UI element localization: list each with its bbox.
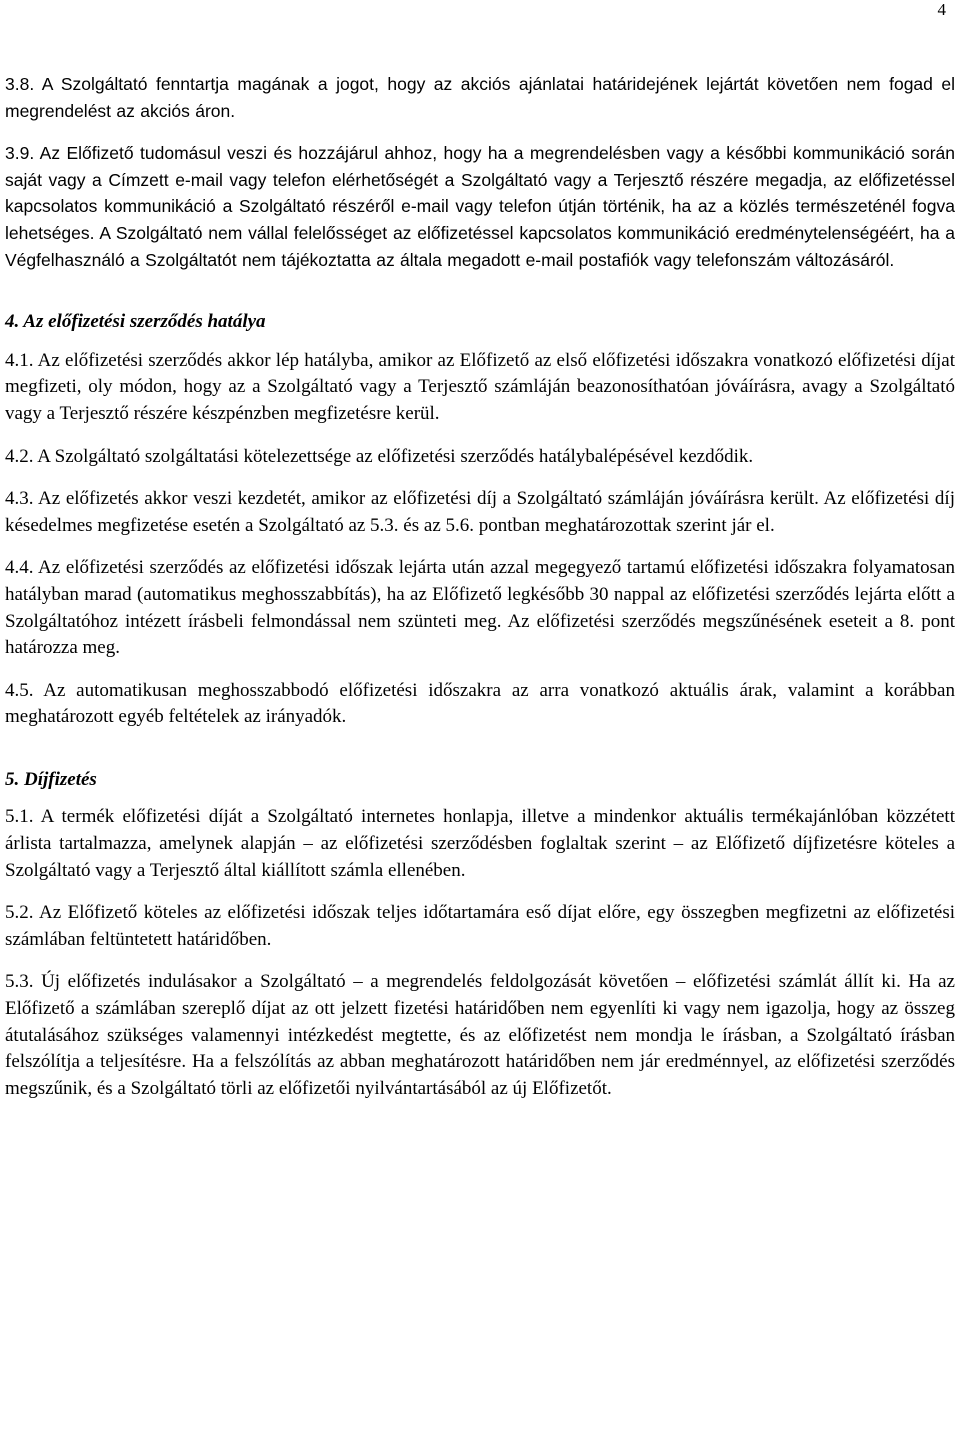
paragraph-5-1: 5.1. A termék előfizetési díját a Szolgáltató internetes honlapja, illetve a mindenkor aktuális termékajánlóban közzétett árlista tartalmazza, amelynek alapján – az előfizetési szerződésben foglaltak szerint – az Előfizető díjfizetésre köteles a Szolgáltató vagy a Terjesztő által kiállított számla ellenében. [5,806,955,881]
paragraph-4-1: 4.1. Az előfizetési szerződés akkor lép hatályba, amikor az Előfizető az első előfizetési időszakra vonatkozó előfizetési díjat megfizeti, oly módon, hogy az a Szolgáltató vagy a Terjesztő számláján beazonosíthatóan jóváírásra, avagy a Szolgáltató vagy a Terjesztő részére készpénzben megfizetésre kerül. [5,349,955,424]
paragraph-5-2: 5.2. Az Előfizető köteles az előfizetési időszak teljes időtartamára eső díjat előre, egy összegben megfizetni az előfizetési számlában feltüntetett határidőben. [5,902,955,950]
paragraph-3-8: 3.8. A Szolgáltató fenntartja magának a jogot, hogy az akciós ajánlatai határidejének lejártát követően nem fogad el megrendelést az akciós áron. [5,74,955,121]
paragraph-4-2: 4.2. A Szolgáltató szolgáltatási kötelezettsége az előfizetési szerződés hatálybalépésével kezdődik. [5,445,754,467]
paragraph-4-5: 4.5. Az automatikusan meghosszabbodó előfizetési időszakra az arra vonatkozó aktuális árak, valamint a korábban meghatározott egyéb feltételek az irányadók. [5,679,955,728]
paragraph-4-4: 4.4. Az előfizetési szerződés az előfizetési időszak lejárta után azzal megegyező tartamú előfizetési időszakra folyamatosan hatályban marad (automatikus meghosszabbítás), ha az Előfizető legkésőbb 30 nappal az előfizetési szerződés lejárta előtt a Szolgáltatóhoz intézett írásbeli felmondással nem szünteti meg. Az előfizetési szerződés megszűnésének eseteit a 8. pont határozza meg. [5,557,955,659]
section-4-heading: 4. Az előfizetési szerződés hatálya [5,311,266,333]
paragraph-3-9: 3.9. Az Előfizető tudomásul veszi és hozzájárul ahhoz, hogy ha a megrendelésben vagy a későbbi kommunikáció során saját vagy a Címzett e-mail vagy telefon elérhetőségét a Szolgáltató vagy a Terjesztő részére megadja, az előfizetéssel kapcsolatos kommunikáció a Szolgáltató részéről e-mail vagy telefon útján történik, ha az a közlés természeténél fogva lehetséges. A Szolgáltató nem vállal felelősséget az előfizetéssel kapcsolatos kommunikáció eredménytelenségéért, ha a Végfelhasználó a Szolgáltatót nem tájékoztatta az általa megadott e-mail postafiók vagy telefonszám változásáról. [5,143,955,270]
document-body [5,71,955,1108]
page-number: 4 [937,0,946,19]
paragraph-4-3: 4.3. Az előfizetés akkor veszi kezdetét, amikor az előfizetési díj a Szolgáltató számláján jóváírásra került. Az előfizetési díj késedelmes megfizetése esetén a Szolgáltató az 5.3. és az 5.6. pontban meghatározottak szerint jár el. [5,488,955,536]
paragraph-5-3: 5.3. Új előfizetés indulásakor a Szolgáltató – a megrendelés feldolgozását követően – előfizetési számlát állít ki. Ha az Előfizető a számlában szereplő díjat az ott jelzett fizetési határidőben nem egyenlíti ki vagy nem igazolja, hogy az összeg átutalásához szükséges valamennyi intézkedést megtette, és az előfizetést nem mondja le írásban, a Szolgáltató írásban felszólítja a teljesítésre. Ha a felszólítás az abban meghatározott határidőben nem jár eredménnyel, az előfizetési szerződés megszűnik, és a Szolgáltató törli az előfizetői nyilvántartásából az új Előfizetőt. [5,971,955,1099]
section-5-heading: 5. Díjfizetés [5,768,97,790]
